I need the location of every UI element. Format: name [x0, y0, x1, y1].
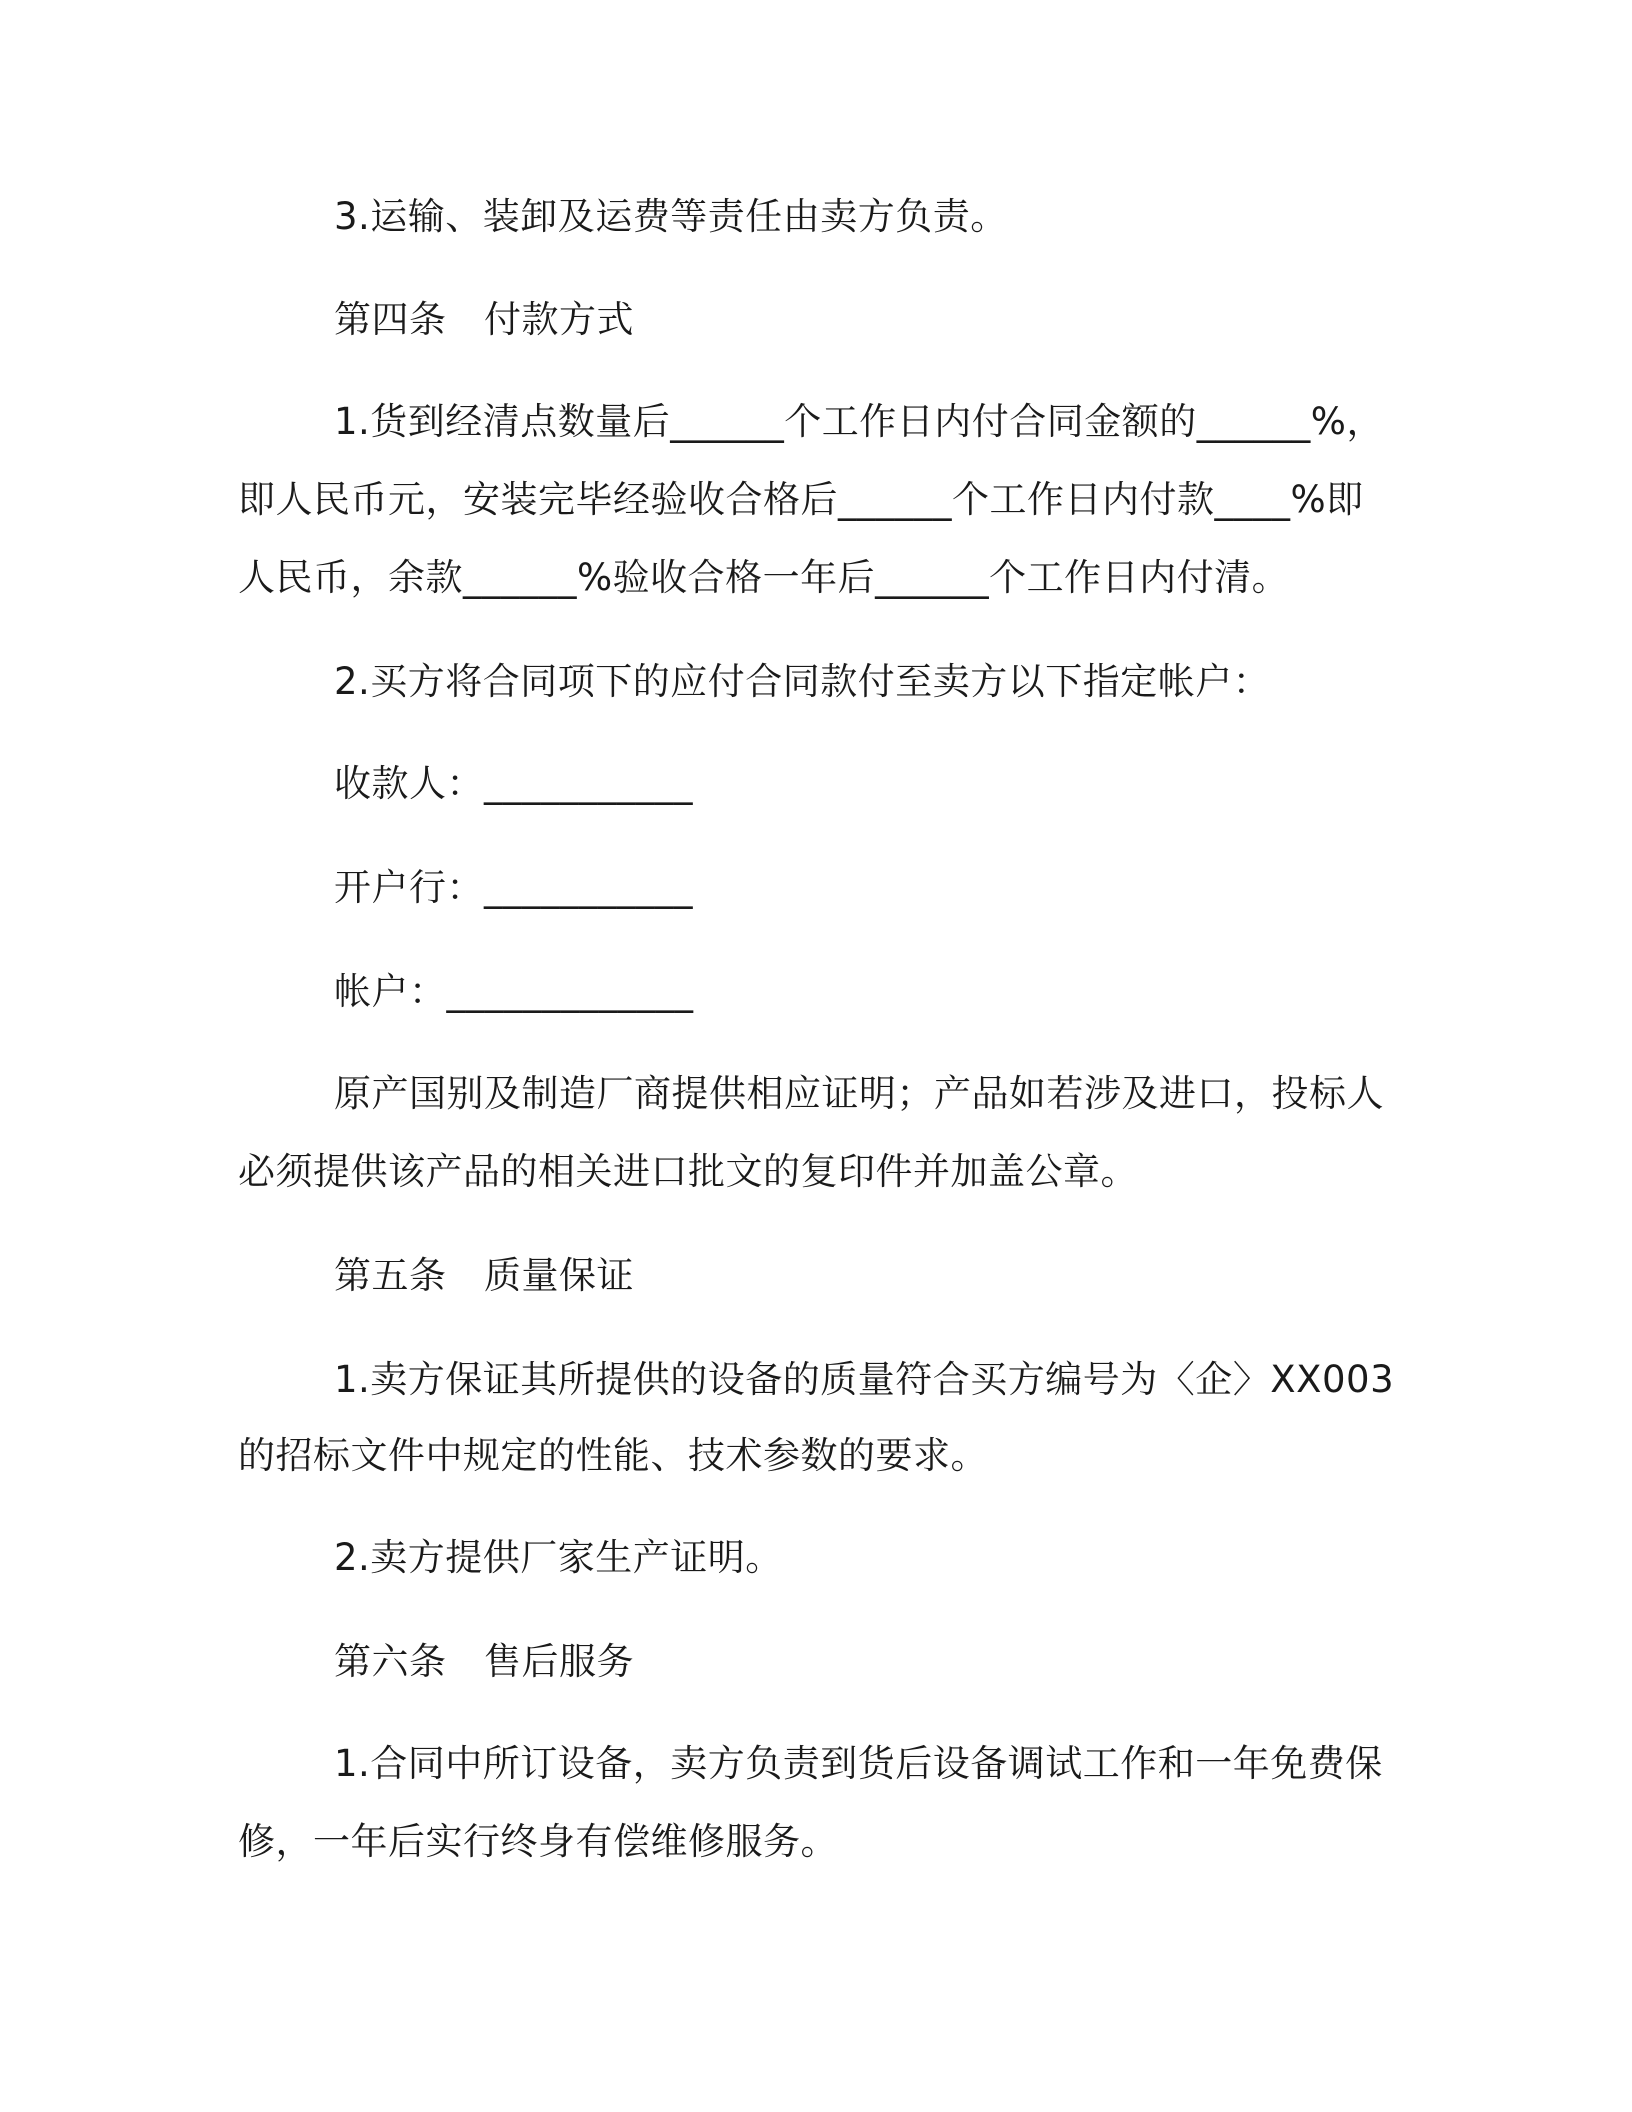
account-field: 帐户：_____________	[334, 970, 694, 1013]
clause-4-1-line-3: 人民币，余款______%验收合格一年后______个工作日内付清。	[238, 556, 1290, 599]
article-6-heading: 第六条 售后服务	[334, 1640, 634, 1683]
clause-6-1-line-2: 修，一年后实行终身有偿维修服务。	[238, 1820, 838, 1863]
clause-5-1-line-2: 的招标文件中规定的性能、技术参数的要求。	[238, 1434, 988, 1477]
clause-4-1-line-2: 即人民币元，安装完毕经验收合格后______个工作日内付款____%即	[238, 478, 1364, 521]
origin-proof-line-1: 原产国别及制造厂商提供相应证明；产品如若涉及进口，投标人	[334, 1072, 1384, 1115]
article-5-heading: 第五条 质量保证	[334, 1254, 634, 1297]
clause-4-1-line-1: 1.货到经清点数量后______个工作日内付合同金额的______%，	[334, 400, 1384, 443]
payee-field: 收款人：___________	[334, 762, 693, 805]
clause-6-1-line-1: 1.合同中所订设备，卖方负责到货后设备调试工作和一年免费保	[334, 1742, 1383, 1785]
clause-4-2: 2.买方将合同项下的应付合同款付至卖方以下指定帐户：	[334, 660, 1271, 703]
origin-proof-line-2: 必须提供该产品的相关进口批文的复印件并加盖公章。	[238, 1150, 1138, 1193]
clause-5-1-line-1: 1.卖方保证其所提供的设备的质量符合买方编号为〈企〉XX003	[334, 1358, 1395, 1401]
bank-field: 开户行：___________	[334, 866, 693, 909]
clause-3-3-transport: 3.运输、装卸及运费等责任由卖方负责。	[334, 195, 1008, 238]
article-4-heading: 第四条 付款方式	[334, 298, 634, 341]
clause-5-2: 2.卖方提供厂家生产证明。	[334, 1536, 783, 1579]
